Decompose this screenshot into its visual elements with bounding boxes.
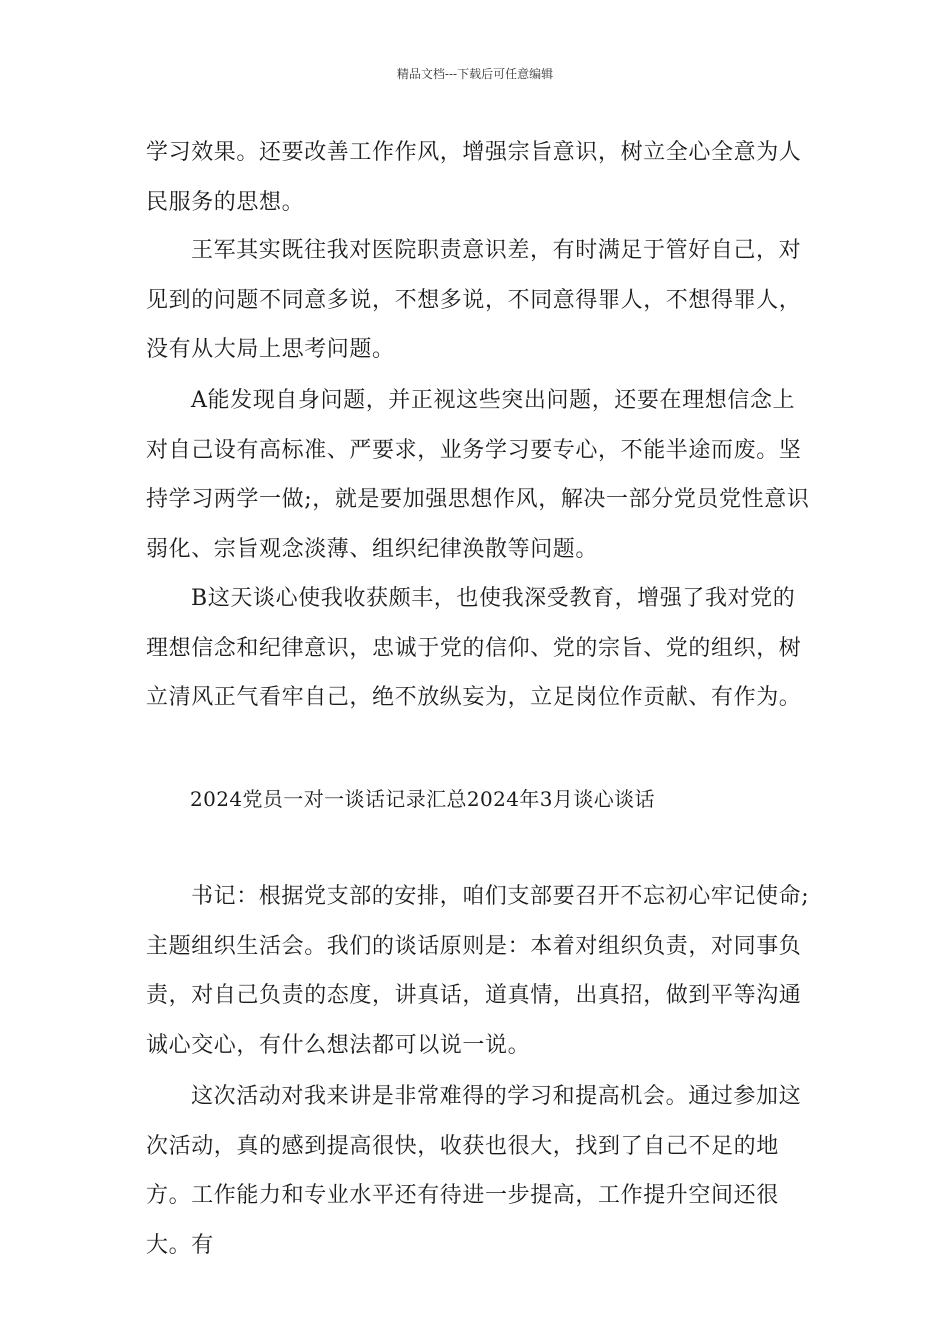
paragraph-2: 王军其实既往我对医院职责意识差，有时满足于管好自己，对见到的问题不同意多说，不想多说，不同意得罪人，不想得罪人，没有从大局上思考问题。 [146, 238, 802, 362]
page-header: 精品文档---下载后可任意编辑 [396, 67, 554, 81]
paragraph-6: 这次活动对我来讲是非常难得的学习和提高机会。通过参加这次活动，真的感到提高很快，收获也很大，找到了自己不足的地方。工作能力和专业水平还有待进一步提高，工作提升空间还很大。有 [146, 1084, 802, 1258]
document-title: 2024党员一对一谈话记录汇总2024年3月谈心谈话 [190, 787, 655, 811]
paragraph-1: 学习效果。还要改善工作作风，增强宗旨意识，树立全心全意为人民服务的思想。 [146, 140, 802, 215]
paragraph-4: B这天谈心使我收获颇丰，也使我深受教育，增强了我对党的理想信念和纪律意识，忠诚于党的信仰、党的宗旨、党的组织，树立清风正气看牢自己，绝不放纵妄为，立足岗位作贡献、有作为。 [146, 586, 802, 710]
paragraph-3: A能发现自身问题，并正视这些突出问题，还要在理想信念上对自己设有高标准、严要求，业务学习要专心，不能半途而废。坚持学习两学一做;，就是要加强思想作风，解决一部分党员党性意识弱化、宗旨观念淡薄、组织纪律涣散等问题。 [146, 388, 810, 562]
paragraph-5: 书记：根据党支部的安排，咱们支部要召开不忘初心牢记使命;主题组织生活会。我们的谈话原则是：本着对组织负责，对同事负责，对自己负责的态度，讲真话，道真情，出真招，做到平等沟通诚心交心，有什么想法都可以说一说。 [146, 884, 810, 1058]
